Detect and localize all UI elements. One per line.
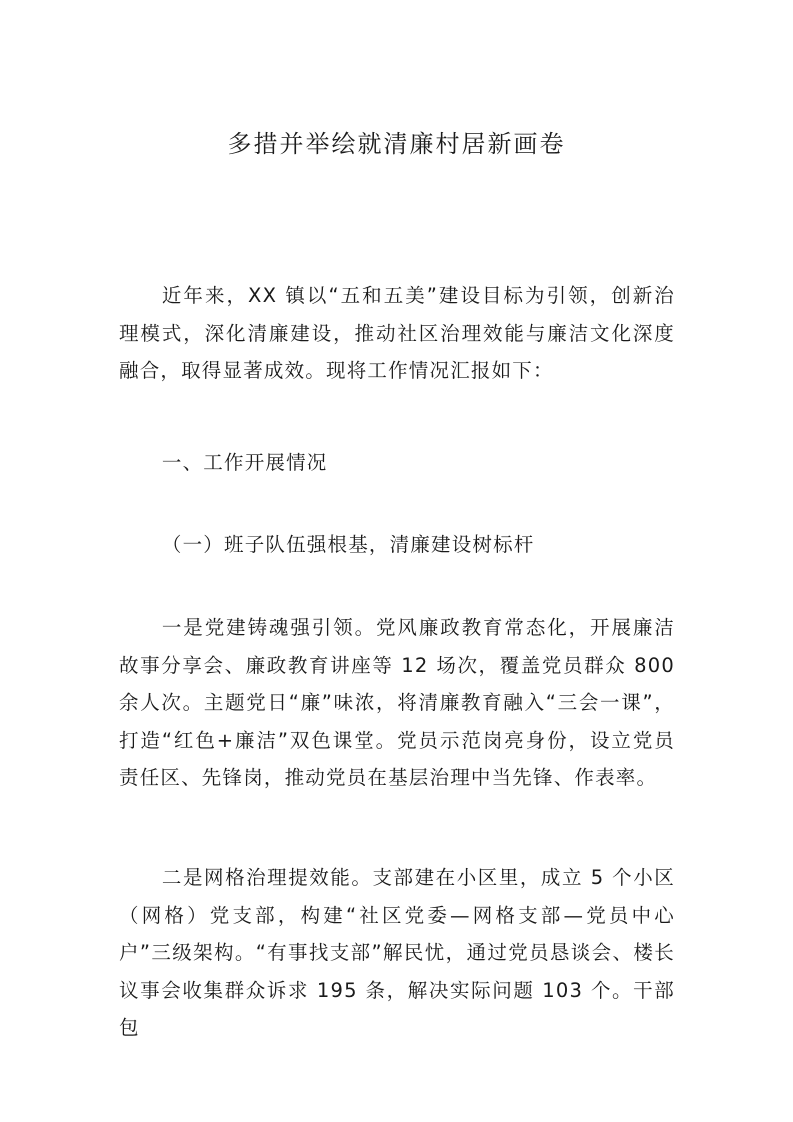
subsection-heading: （一）班子队伍强根基，清廉建设树标杆 <box>161 533 535 556</box>
intro-paragraph: 近年来，XX 镇以“五和五美”建设目标为引领，创新治理模式，深化清廉建设，推动社区治理效能与廉洁文化深度融合，取得显著成效。现将工作情况汇报如下： <box>119 284 675 383</box>
body-paragraph-2: 二是网格治理提效能。支部建在小区里，成立 5 个小区（网格）党支部，构建“社区党委—网格支部—党员中心户”三级架构。“有事找支部”解民忧，通过党员恳谈会、楼长议事会收集群众诉求 195 条，解决实际问题 103 个。干部包 <box>119 866 675 1040</box>
document-title: 多措并举绘就清廉村居新画卷 <box>227 130 566 158</box>
section-heading: 一、工作开展情况 <box>161 451 328 474</box>
body-paragraph-1: 一是党建铸魂强引领。党风廉政教育常态化，开展廉洁故事分享会、廉政教育讲座等 12 场次，覆盖党员群众 800 余人次。主题党日“廉”味浓，将清廉教育融入“三会一课”，打造“红色+廉洁”双色课堂。党员示范岗亮身份，设立党员责任区、先锋岗，推动党员在基层治理中当先锋、作表率。 <box>119 616 675 790</box>
